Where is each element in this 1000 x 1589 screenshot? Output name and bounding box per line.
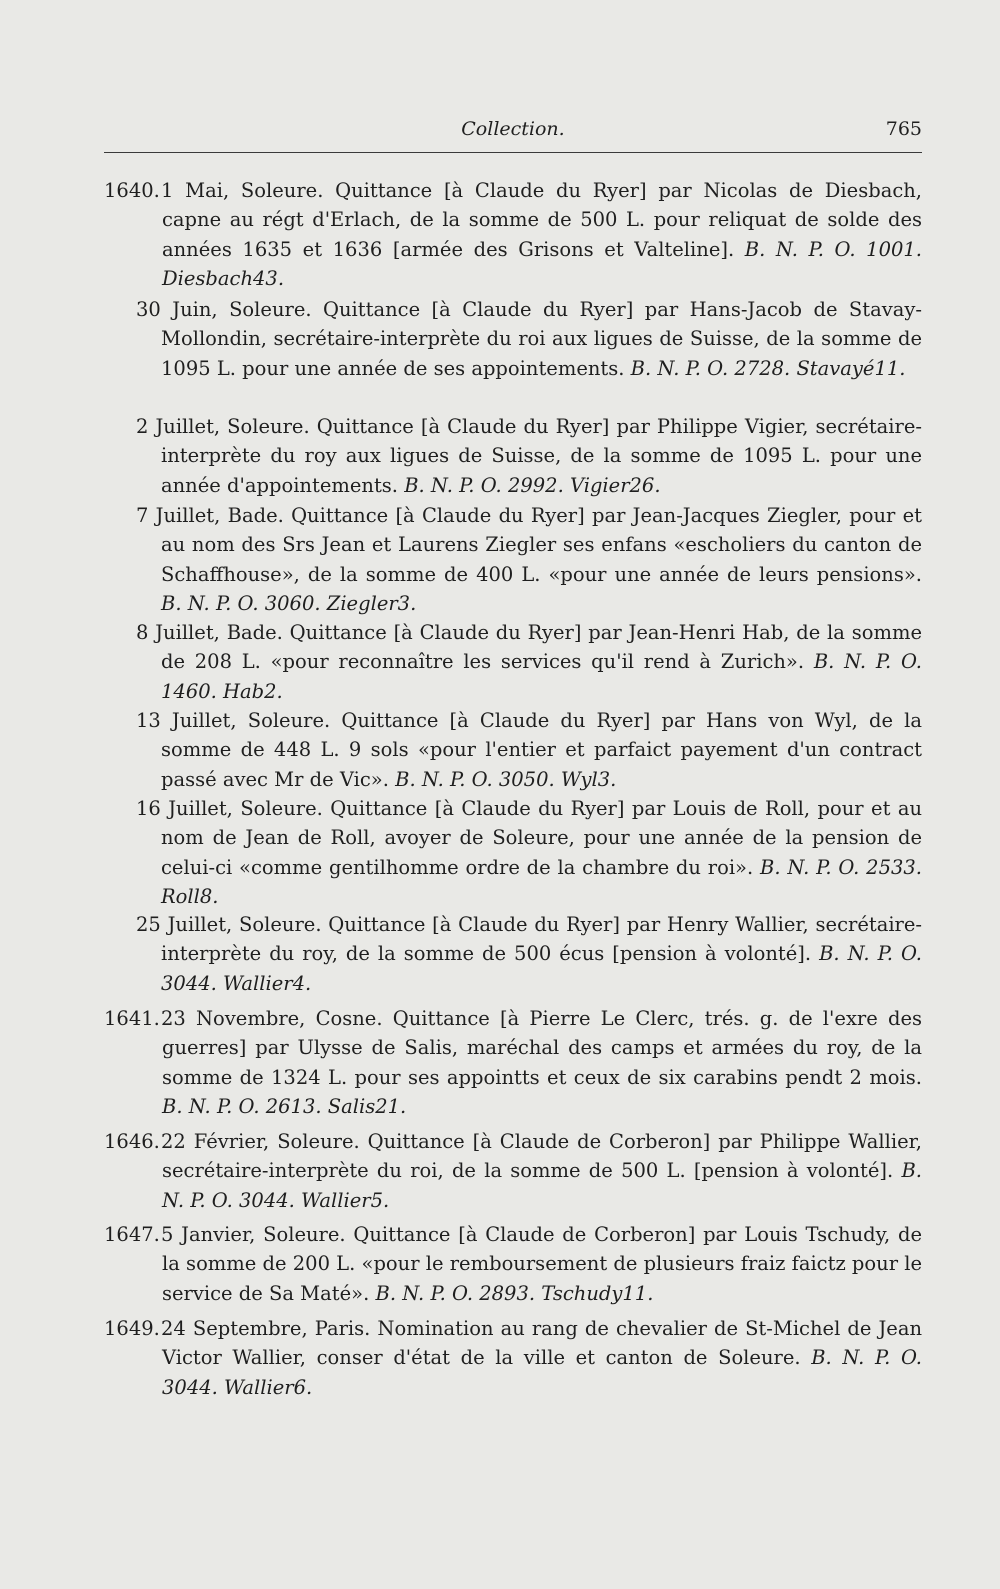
entry-year: 1640.: [104, 179, 160, 202]
entry-text: Soleure. Quittance [à Claude du Ryer] par Henry Wallier, secrétaire-interprète du roy, de la somme de 500 écus [pension à volonté].: [161, 913, 923, 966]
entry-reference: B. N. P. O. 3050. Wyl3.: [395, 767, 617, 791]
entry-reference: B. N. P. O. 3044. Wallier5.: [162, 1159, 922, 1212]
entry-reference: B. N. P. O. 1460. Hab2.: [161, 650, 922, 703]
entry-1646: [104, 1127, 922, 1215]
entry-date: 16 Juillet,: [136, 797, 233, 820]
entry-date: 23 Novembre,: [161, 1007, 306, 1030]
entry-reference: B. N. P. O. 2992. Vigier26.: [404, 473, 661, 497]
entry-date: 13 Juillet,: [136, 709, 237, 732]
running-header: [104, 116, 922, 153]
entry-date: 30 Juin,: [136, 298, 218, 321]
entry-date: 1 Mai,: [161, 179, 230, 202]
entry-date: 5 Janvier,: [161, 1223, 256, 1246]
entry-text: Soleure. Quittance [à Claude du Ryer] par Nicolas de Diesbach, capne au régt d'Erlach, de la somme de 500 L. pour reliquat de solde des années 1635 et 1636 [armée des Grisons et Valteline].: [162, 179, 922, 261]
entry-1641: [104, 1004, 922, 1121]
entry-year: 1649.: [104, 1317, 160, 1340]
entry-1640-25-juillet: [104, 910, 922, 998]
entry-1640-juin: [104, 295, 922, 383]
header-title: Collection.: [461, 118, 565, 140]
entry-reference: B. N. P. O. 2728. Stavayé11.: [630, 356, 906, 380]
entry-1640-16-juillet: [104, 794, 922, 911]
entry-text: Soleure. Quittance [à Claude du Ryer] par Hans-Jacob de Stavay-Mollondin, secrétaire-interprète du roi aux ligues de Suisse, de la somme de 1095 L. pour une année de ses appointements.: [161, 298, 922, 380]
entry-text: Bade. Quittance [à Claude du Ryer] par Jean-Jacques Ziegler, pour et au nom des Srs Jean et Laurens Ziegler ses enfans «escholiers du canton de Schaffhouse», de la somme de 400 L. «pour une année de leurs pensions».: [161, 504, 923, 586]
entry-1640-2-juillet: [104, 412, 922, 500]
entry-1640-mai: [104, 176, 922, 293]
entry-1649: [104, 1314, 922, 1402]
entry-date: 25 Juillet,: [136, 913, 233, 936]
page-number: 765: [885, 118, 922, 140]
entry-reference: B. N. P. O. 3044. Wallier6.: [162, 1346, 922, 1399]
entry-year: 1641.: [104, 1007, 160, 1030]
entry-reference: B. N. P. O. 1001. Diesbach43.: [162, 237, 922, 290]
entry-date: 8 Juillet,: [136, 621, 220, 644]
entry-1640-8-juillet: [104, 618, 922, 706]
entry-year: 1646.: [104, 1130, 160, 1153]
entry-reference: B. N. P. O. 2613. Salis21.: [162, 1094, 407, 1118]
entry-year: 1647.: [104, 1223, 160, 1246]
entry-date: 22 Février,: [161, 1130, 270, 1153]
entry-1640-13-juillet: [104, 706, 922, 794]
entry-text: Bade. Quittance [à Claude du Ryer] par Jean-Henri Hab, de la somme de 208 L. «pour reconnaître les services qu'il rend à Zurich».: [161, 621, 922, 674]
entry-date: 7 Juillet,: [136, 504, 221, 527]
entry-text: Soleure. Quittance [à Claude du Ryer] par Hans von Wyl, de la somme de 448 L. 9 sols «pour l'entier et parfaict payement d'un contract passé avec Mr de Vic».: [161, 709, 922, 791]
entry-reference: B. N. P. O. 2533. Roll8.: [161, 855, 923, 908]
entry-text: Soleure. Quittance [à Claude de Corberon] par Philippe Wallier, secrétaire-interprète du roi, de la somme de 500 L. [pension à volonté].: [162, 1130, 922, 1183]
entry-1640-7-juillet: [104, 501, 922, 618]
entry-date: 2 Juillet,: [136, 415, 221, 438]
entry-reference: B. N. P. O. 3044. Wallier4.: [161, 942, 922, 995]
entry-reference: B. N. P. O. 3060. Ziegler3.: [161, 591, 417, 615]
entry-text: Soleure. Quittance [à Claude du Ryer] par Louis de Roll, pour et au nom de Jean de Roll, avoyer de Soleure, pour une année de la pension de celui-ci «comme gentilhomme ordre de la chambre du roi».: [161, 797, 922, 879]
entry-reference: B. N. P. O. 2893. Tschudy11.: [375, 1281, 654, 1305]
entry-text: Paris. Nomination au rang de chevalier de St-Michel de Jean Victor Wallier, conser d'état de la ville et canton de Soleure.: [162, 1317, 922, 1370]
entry-text: Cosne. Quittance [à Pierre Le Clerc, trés. g. de l'exre des guerres] par Ulysse de Salis, maréchal des camps et armées du roy, de la somme de 1324 L. pour ses appointts et ceux de six carabins pendt 2 mois.: [162, 1007, 923, 1089]
entry-text: Soleure. Quittance [à Claude de Corberon] par Louis Tschudy, de la somme de 200 L. «pour le remboursement de plusieurs fraiz faictz pour le service de Sa Maté».: [162, 1223, 923, 1305]
entry-date: 24 Septembre,: [161, 1317, 308, 1340]
entry-1647: [104, 1220, 922, 1308]
entry-text: Soleure. Quittance [à Claude du Ryer] par Philippe Vigier, secrétaire-interprète du roy aux ligues de Suisse, de la somme de 1095 L. pour une année d'appointements.: [161, 415, 922, 497]
